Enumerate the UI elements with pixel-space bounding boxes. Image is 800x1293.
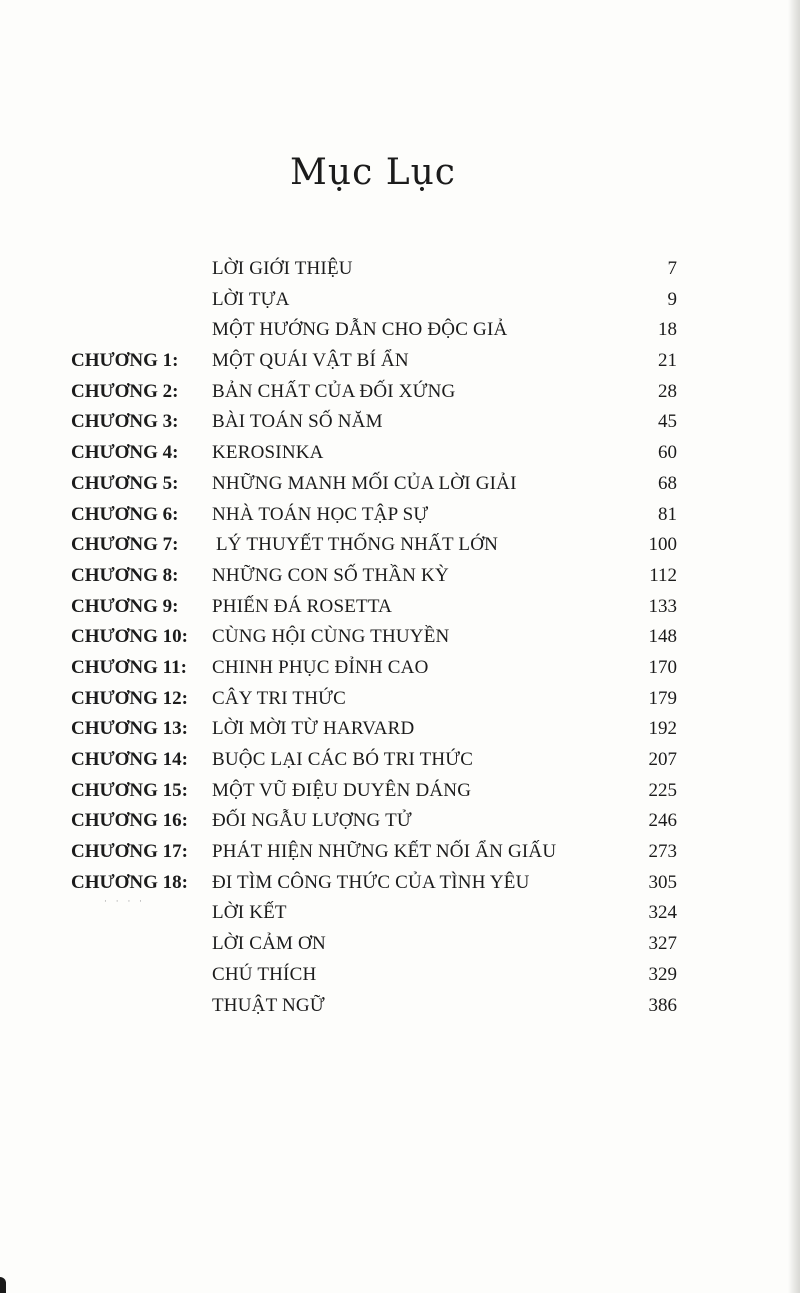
entry-title: CÙNG HỘI CÙNG THUYỀN xyxy=(212,626,450,648)
entry-title: ĐI TÌM CÔNG THỨC CỦA TÌNH YÊU xyxy=(212,871,530,893)
toc-entry xyxy=(0,744,800,775)
toc-entry xyxy=(0,376,800,407)
page-number: 28 xyxy=(658,380,677,402)
chapter-label: CHƯƠNG 16: xyxy=(71,810,188,832)
page-number: 273 xyxy=(648,841,677,863)
chapter-label: CHƯƠNG 3: xyxy=(71,411,179,433)
chapter-label: CHƯƠNG 15: xyxy=(71,779,188,801)
entry-title: BUỘC LẠI CÁC BÓ TRI THỨC xyxy=(212,749,474,770)
toc-entry xyxy=(0,345,800,376)
entry-title: BÀI TOÁN SỐ NĂM xyxy=(212,411,383,433)
chapter-label: CHƯƠNG 2: xyxy=(71,380,179,402)
entry-title: CÂY TRI THỨC xyxy=(212,687,346,709)
entry-title: PHIẾN ĐÁ ROSETTA xyxy=(212,595,393,617)
page-number: 45 xyxy=(658,411,677,433)
page-number: 21 xyxy=(658,350,677,372)
toc-entry xyxy=(0,867,800,898)
page-number: 207 xyxy=(648,749,677,770)
page-number: 9 xyxy=(667,288,677,310)
chapter-label: CHƯƠNG 1: xyxy=(71,350,179,372)
toc-entry xyxy=(0,468,800,499)
entry-title: NHÀ TOÁN HỌC TẬP SỰ xyxy=(212,503,429,525)
entry-title: MỘT HƯỚNG DẪN CHO ĐỘC GIẢ xyxy=(212,319,508,341)
page-number: 81 xyxy=(658,503,677,525)
chapter-label: CHƯƠNG 17: xyxy=(71,841,188,863)
page-number: 112 xyxy=(649,564,677,586)
toc-entry xyxy=(0,775,800,806)
page-number: 7 xyxy=(667,258,677,279)
chapter-label: CHƯƠNG 6: xyxy=(71,503,179,525)
page-number: 100 xyxy=(648,534,677,556)
toc-entry xyxy=(0,836,800,867)
toc-entry xyxy=(0,253,800,284)
chapter-label: CHƯƠNG 18: xyxy=(71,871,188,893)
toc-entry xyxy=(0,499,800,530)
page-number: 60 xyxy=(658,442,677,464)
toc-entry xyxy=(0,959,800,990)
page-title: Mục Lục xyxy=(290,152,456,194)
chapter-label: CHƯƠNG 7: xyxy=(71,534,179,556)
toc-entry xyxy=(0,560,800,591)
entry-title: LỜI GIỚI THIỆU xyxy=(212,258,353,279)
page-number: 327 xyxy=(648,933,677,955)
page-number: 192 xyxy=(648,718,677,740)
toc-entry xyxy=(0,928,800,959)
entry-title: LỜI KẾT xyxy=(212,902,287,924)
page-number: 133 xyxy=(648,595,677,617)
toc-entry xyxy=(0,591,800,622)
toc-entry xyxy=(0,437,800,468)
chapter-label: CHƯƠNG 10: xyxy=(71,626,188,648)
entry-title: NHỮNG MANH MỐI CỦA LỜI GIẢI xyxy=(212,472,517,494)
page-number: 68 xyxy=(658,472,677,494)
entry-title: MỘT QUÁI VẬT BÍ ẨN xyxy=(212,350,409,372)
toc-entry xyxy=(0,805,800,836)
page-number: 329 xyxy=(648,963,677,985)
toc-entry xyxy=(0,621,800,652)
page-number: 386 xyxy=(648,994,677,1016)
chapter-label: CHƯƠNG 4: xyxy=(71,442,179,464)
page-number: 179 xyxy=(648,687,677,709)
entry-title: BẢN CHẤT CỦA ĐỐI XỨNG xyxy=(212,380,456,402)
toc-entry xyxy=(0,284,800,315)
entry-title: CHINH PHỤC ĐỈNH CAO xyxy=(212,656,429,678)
chapter-label: CHƯƠNG 8: xyxy=(71,564,179,586)
chapter-label: CHƯƠNG 14: xyxy=(71,749,188,770)
toc-entry xyxy=(0,713,800,744)
chapter-label: CHƯƠNG 9: xyxy=(71,595,179,617)
page-number: 18 xyxy=(658,319,677,341)
entry-title: THUẬT NGỮ xyxy=(212,994,325,1016)
chapter-label: CHƯƠNG 12: xyxy=(71,687,188,709)
chapter-label: CHƯƠNG 5: xyxy=(71,472,179,494)
entry-title: NHỮNG CON SỐ THẦN KỲ xyxy=(212,564,449,586)
toc-entry xyxy=(0,990,800,1021)
scan-specks: · · · · xyxy=(104,897,146,907)
entry-title: KEROSINKA xyxy=(212,442,324,464)
toc-entry xyxy=(0,314,800,345)
chapter-label: CHƯƠNG 13: xyxy=(71,718,188,740)
entry-title: PHÁT HIỆN NHỮNG KẾT NỐI ẨN GIẤU xyxy=(212,841,557,863)
page-number: 305 xyxy=(648,871,677,893)
entry-title: LỜI TỰA xyxy=(212,288,290,310)
entry-title: CHÚ THÍCH xyxy=(212,963,317,985)
entry-title: LÝ THUYẾT THỐNG NHẤT LỚN xyxy=(216,534,499,556)
toc-entry xyxy=(0,406,800,437)
page-number: 246 xyxy=(648,810,677,832)
entry-title: LỜI MỜI TỪ HARVARD xyxy=(212,718,415,740)
corner-mark xyxy=(0,1277,6,1293)
entry-title: LỜI CẢM ƠN xyxy=(212,933,326,955)
toc-entry xyxy=(0,529,800,560)
toc-entry xyxy=(0,652,800,683)
toc-entry xyxy=(0,683,800,714)
page-number: 148 xyxy=(648,626,677,648)
page-number: 225 xyxy=(648,779,677,801)
entry-title: ĐỐI NGẪU LƯỢNG TỬ xyxy=(212,810,412,832)
page-number: 170 xyxy=(648,656,677,678)
chapter-label: CHƯƠNG 11: xyxy=(71,656,187,678)
entry-title: MỘT VŨ ĐIỆU DUYÊN DÁNG xyxy=(212,779,472,801)
page-number: 324 xyxy=(648,902,677,924)
